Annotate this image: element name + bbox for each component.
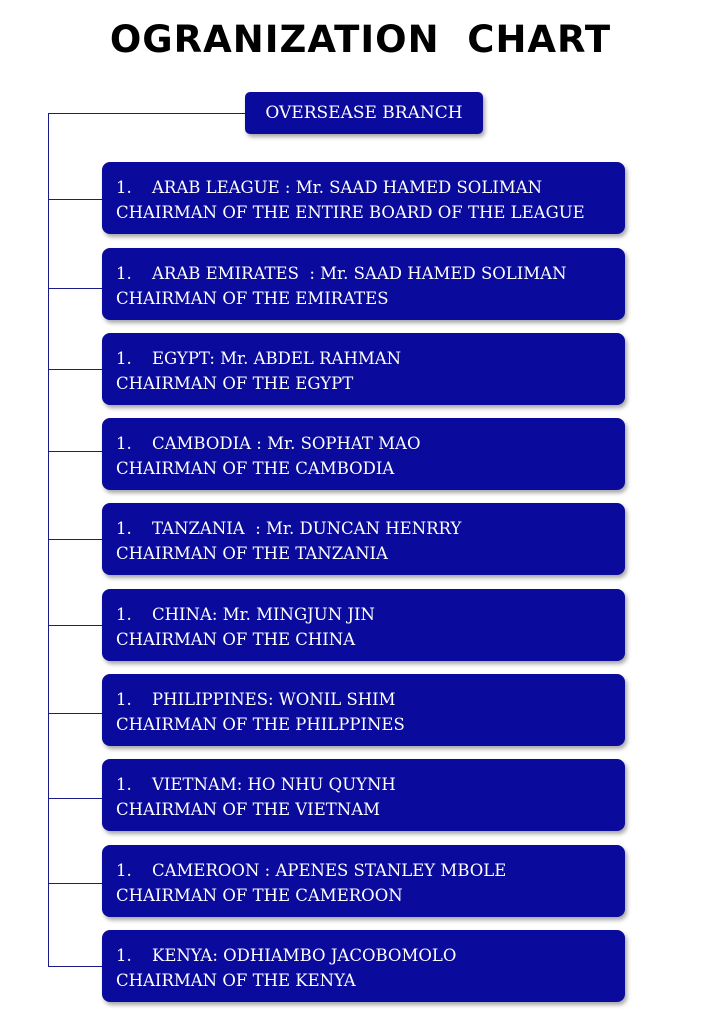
branch-number: 1. — [116, 264, 132, 283]
branch-number: 1. — [116, 605, 132, 624]
branch-heading — [116, 346, 625, 371]
branch-heading — [116, 943, 625, 968]
branch-role: CHAIRMAN OF THE EMIRATES — [116, 289, 389, 308]
branch-node-tanzania — [102, 503, 625, 575]
branch-role: CHAIRMAN OF THE TANZANIA — [116, 544, 388, 563]
branch-node-arab-emirates — [102, 248, 625, 320]
branch-heading-text: PHILIPPINES: WONIL SHIM — [152, 690, 396, 709]
branch-number: 1. — [116, 946, 132, 965]
branch-role: CHAIRMAN OF THE CAMBODIA — [116, 459, 395, 478]
branch-heading — [116, 602, 625, 627]
branch-number: 1. — [116, 861, 132, 880]
branch-node-cameroon — [102, 845, 625, 917]
branch-heading-text: TANZANIA : Mr. DUNCAN HENRRY — [152, 519, 462, 538]
branch-connector-1 — [48, 288, 102, 289]
branch-connector-8 — [48, 883, 102, 884]
branch-number: 1. — [116, 775, 132, 794]
branch-role: CHAIRMAN OF THE EGYPT — [116, 374, 354, 393]
branch-connector-5 — [48, 625, 102, 626]
branch-role: CHAIRMAN OF THE ENTIRE BOARD OF THE LEAGUE — [116, 203, 585, 222]
branch-heading-text: CAMBODIA : Mr. SOPHAT MAO — [152, 434, 421, 453]
branch-heading — [116, 772, 625, 797]
branch-heading-text: ARAB LEAGUE : Mr. SAAD HAMED SOLIMAN — [152, 178, 543, 197]
branch-heading-text: ARAB EMIRATES : Mr. SAAD HAMED SOLIMAN — [152, 264, 567, 283]
org-connector-spine — [48, 113, 49, 967]
root-connector — [48, 113, 245, 114]
branch-heading — [116, 516, 625, 541]
branch-node-philippines — [102, 674, 625, 746]
branch-heading-text: KENYA: ODHIAMBO JACOBOMOLO — [152, 946, 457, 965]
branch-heading — [116, 431, 625, 456]
branch-heading-text: VIETNAM: HO NHU QUYNH — [152, 775, 396, 794]
branch-heading — [116, 687, 625, 712]
branch-heading-text: CHINA: Mr. MINGJUN JIN — [152, 605, 375, 624]
branch-connector-2 — [48, 369, 102, 370]
branch-role: CHAIRMAN OF THE VIETNAM — [116, 800, 380, 819]
branch-node-vietnam — [102, 759, 625, 831]
branch-connector-7 — [48, 798, 102, 799]
root-node-label: OVERSEASE BRANCH — [265, 103, 463, 123]
branch-connector-0 — [48, 199, 102, 200]
branch-number: 1. — [116, 434, 132, 453]
branch-role: CHAIRMAN OF THE PHILPPINES — [116, 715, 405, 734]
branch-connector-4 — [48, 539, 102, 540]
branch-heading — [116, 858, 625, 883]
branch-node-china — [102, 589, 625, 661]
branch-node-egypt — [102, 333, 625, 405]
branch-role: CHAIRMAN OF THE CHINA — [116, 630, 356, 649]
branch-heading — [116, 175, 625, 200]
branch-role: CHAIRMAN OF THE KENYA — [116, 971, 356, 990]
branch-node-kenya — [102, 930, 625, 1002]
branch-heading — [116, 261, 625, 286]
branch-heading-text: CAMEROON : APENES STANLEY MBOLE — [152, 861, 507, 880]
branch-connector-6 — [48, 713, 102, 714]
branch-node-cambodia — [102, 418, 625, 490]
branch-number: 1. — [116, 178, 132, 197]
branch-heading-text: EGYPT: Mr. ABDEL RAHMAN — [152, 349, 402, 368]
chart-title: OGRANIZATION CHART — [109, 18, 612, 61]
branch-number: 1. — [116, 690, 132, 709]
branch-connector-9 — [48, 966, 102, 967]
branch-number: 1. — [116, 349, 132, 368]
branch-number: 1. — [116, 519, 132, 538]
root-node-overseas-branch — [245, 92, 483, 134]
branch-role: CHAIRMAN OF THE CAMEROON — [116, 886, 403, 905]
branch-node-arab-league — [102, 162, 625, 234]
branch-connector-3 — [48, 451, 102, 452]
